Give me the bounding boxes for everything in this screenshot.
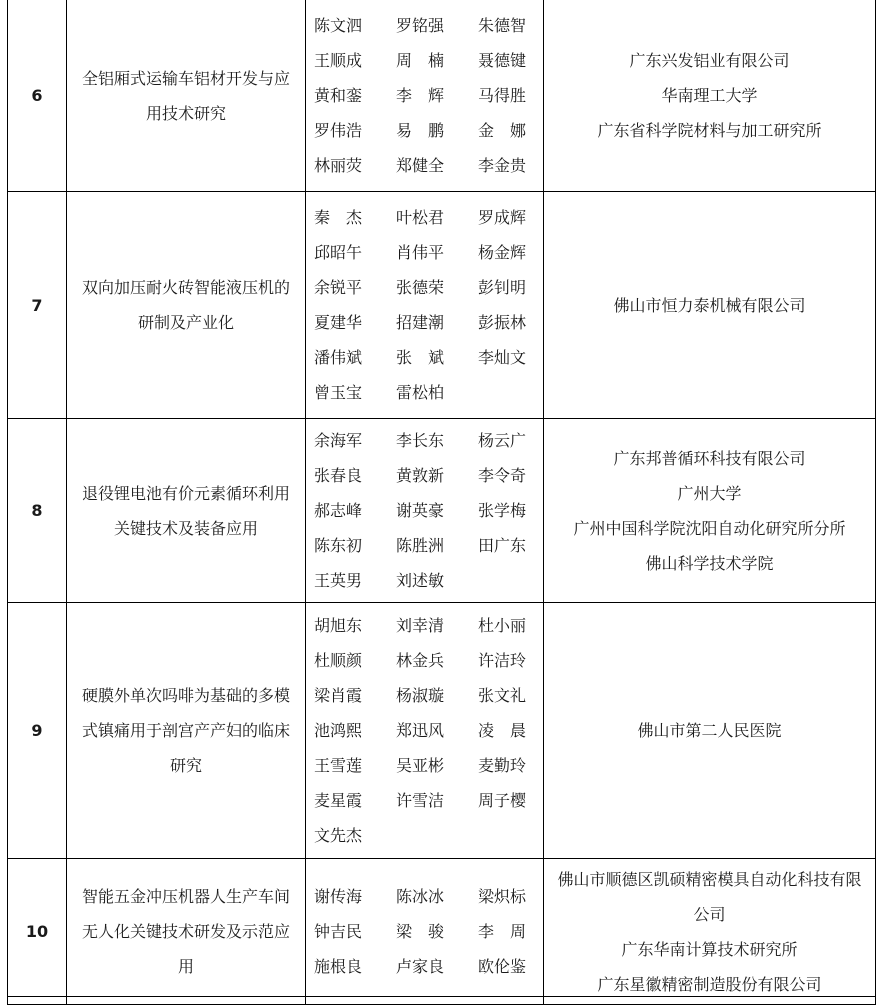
member-name: 杨云广: [478, 431, 527, 450]
member-name: 邱昭午: [314, 243, 363, 262]
table-row: [8, 192, 876, 419]
member-name: 金 娜: [478, 121, 527, 140]
organization-name: 广州中国科学院沈阳自动化研究所分所: [573, 518, 846, 538]
project-title: 双向加压耐火砖智能液压机的研制及产业化: [67, 192, 306, 419]
table-row: [8, 859, 876, 1005]
member-name: 张文礼: [478, 686, 527, 705]
organization-name: 佛山市顺德区凯硕精密模具自动化科技有限公司: [557, 869, 862, 924]
organization-name: 广州大学: [677, 483, 742, 503]
member-name: 欧伦鉴: [478, 957, 527, 976]
member-name: 陈冰冰: [396, 887, 445, 906]
member-name: 谢英豪: [396, 501, 445, 520]
member-name: 刘述敏: [396, 571, 445, 590]
member-name: 吴亚彬: [396, 756, 445, 775]
team-members: [306, 603, 544, 859]
awards-table: [7, 0, 876, 1005]
organization-name: 广东兴发铝业有限公司: [629, 51, 790, 70]
member-grid: [306, 608, 543, 853]
row-number: 6: [8, 0, 67, 192]
organization-name: 广东省科学院材料与加工研究所: [597, 121, 822, 140]
organization-name: 广东星徽精密制造股份有限公司: [597, 974, 822, 994]
project-title: 退役锂电池有价元素循环利用关键技术及装备应用: [67, 419, 306, 603]
member-name: 陈文泗: [314, 16, 363, 35]
member-name: 陈东初: [314, 536, 363, 555]
member-name: 许雪洁: [396, 791, 445, 810]
team-members: [306, 192, 544, 419]
member-name: 林丽荧: [314, 156, 363, 175]
member-name: 王英男: [314, 571, 363, 590]
member-name: 杨金辉: [478, 243, 527, 262]
member-name: 梁炽标: [478, 887, 527, 906]
member-name: 林金兵: [396, 651, 445, 670]
member-grid: [306, 200, 543, 410]
team-members: [306, 419, 544, 603]
member-name: 李 周: [478, 922, 527, 941]
member-name: 钟吉民: [314, 922, 363, 941]
member-name: 周 楠: [396, 51, 445, 70]
member-name: 李灿文: [478, 348, 527, 367]
member-name: 李 辉: [396, 86, 445, 105]
organizations: [544, 603, 876, 859]
row-number: 7: [8, 192, 67, 419]
member-name: 曾玉宝: [314, 383, 363, 402]
member-name: 文先杰: [314, 826, 363, 845]
member-name: 秦 杰: [314, 208, 363, 227]
member-name: 肖伟平: [396, 243, 445, 262]
organization-name: 佛山市第二人民医院: [637, 721, 782, 740]
member-name: 张春良: [314, 466, 363, 485]
member-name: 黄敦新: [396, 466, 445, 485]
member-name: 郑迅风: [396, 721, 445, 740]
table-row: [8, 603, 876, 859]
member-name: 胡旭东: [314, 616, 363, 635]
project-title: 全铝厢式运输车铝材开发与应用技术研究: [67, 0, 306, 192]
table-bottom-divider: [7, 996, 876, 997]
organization-name: 华南理工大学: [661, 86, 758, 105]
member-grid: [306, 423, 543, 598]
member-name: 聂德键: [478, 51, 527, 70]
member-name: 陈胜洲: [396, 536, 445, 555]
organizations: [544, 419, 876, 603]
member-name: 张德荣: [396, 278, 445, 297]
team-members: [306, 859, 544, 1005]
member-name: 杜小丽: [478, 616, 527, 635]
member-name: 刘幸清: [396, 616, 445, 635]
member-name: 雷松柏: [396, 383, 445, 402]
organization-name: 广东华南计算技术研究所: [621, 939, 798, 959]
member-name: 郝志峰: [314, 501, 363, 520]
member-grid: [306, 879, 543, 984]
member-name: 麦星霞: [314, 791, 363, 810]
table-row: [8, 0, 876, 192]
table-row: [8, 419, 876, 603]
organization-name: 佛山科学技术学院: [645, 553, 774, 573]
member-name: 杨淑璇: [396, 686, 445, 705]
member-name: 张 斌: [396, 348, 445, 367]
project-title: 硬膜外单次吗啡为基础的多模式镇痛用于剖宫产产妇的临床研究: [67, 603, 306, 859]
member-name: 李令奇: [478, 466, 527, 485]
member-name: 许洁玲: [478, 651, 527, 670]
member-name: 李长东: [396, 431, 445, 450]
member-name: 王雪莲: [314, 756, 363, 775]
member-name: 李金贵: [478, 156, 527, 175]
organizations: [544, 859, 876, 1005]
member-name: 潘伟斌: [314, 348, 363, 367]
member-name: 麦勤玲: [478, 756, 527, 775]
member-name: 彭钊明: [478, 278, 527, 297]
member-name: 夏建华: [314, 313, 363, 332]
member-name: 卢家良: [396, 957, 445, 976]
organization-name: 广东邦普循环科技有限公司: [613, 448, 806, 468]
member-name: 凌 晨: [478, 721, 527, 740]
member-name: 彭振林: [478, 313, 527, 332]
member-name: 马得胜: [478, 86, 527, 105]
member-name: 余锐平: [314, 278, 363, 297]
member-name: 王顺成: [314, 51, 363, 70]
row-number: 8: [8, 419, 67, 603]
member-name: 朱德智: [478, 16, 527, 35]
member-name: 罗成辉: [478, 208, 527, 227]
member-name: 谢传海: [314, 887, 363, 906]
member-name: 周子樱: [478, 791, 527, 810]
organizations: [544, 0, 876, 192]
member-name: 黄和銮: [314, 86, 363, 105]
organizations: [544, 192, 876, 419]
row-number: 9: [8, 603, 67, 859]
row-number: 10: [8, 859, 67, 1005]
member-name: 叶松君: [396, 208, 445, 227]
member-name: 罗铭强: [396, 16, 445, 35]
member-name: 池鸿熙: [314, 721, 363, 740]
awards-table-body: [8, 0, 876, 1005]
member-name: 郑健全: [396, 156, 445, 175]
member-name: 施根良: [314, 957, 363, 976]
member-name: 易 鹏: [396, 121, 445, 140]
member-name: 余海军: [314, 431, 363, 450]
member-grid: [306, 8, 543, 183]
member-name: 招建潮: [396, 313, 445, 332]
member-name: 田广东: [478, 536, 527, 555]
organization-name: 佛山市恒力泰机械有限公司: [613, 295, 806, 315]
member-name: 梁 骏: [396, 922, 445, 941]
member-name: 梁肖霞: [314, 686, 363, 705]
member-name: 张学梅: [478, 501, 527, 520]
team-members: [306, 0, 544, 192]
project-title: 智能五金冲压机器人生产车间无人化关键技术研发及示范应用: [67, 859, 306, 1005]
member-name: 罗伟浩: [314, 121, 363, 140]
member-name: 杜顺颜: [314, 651, 363, 670]
